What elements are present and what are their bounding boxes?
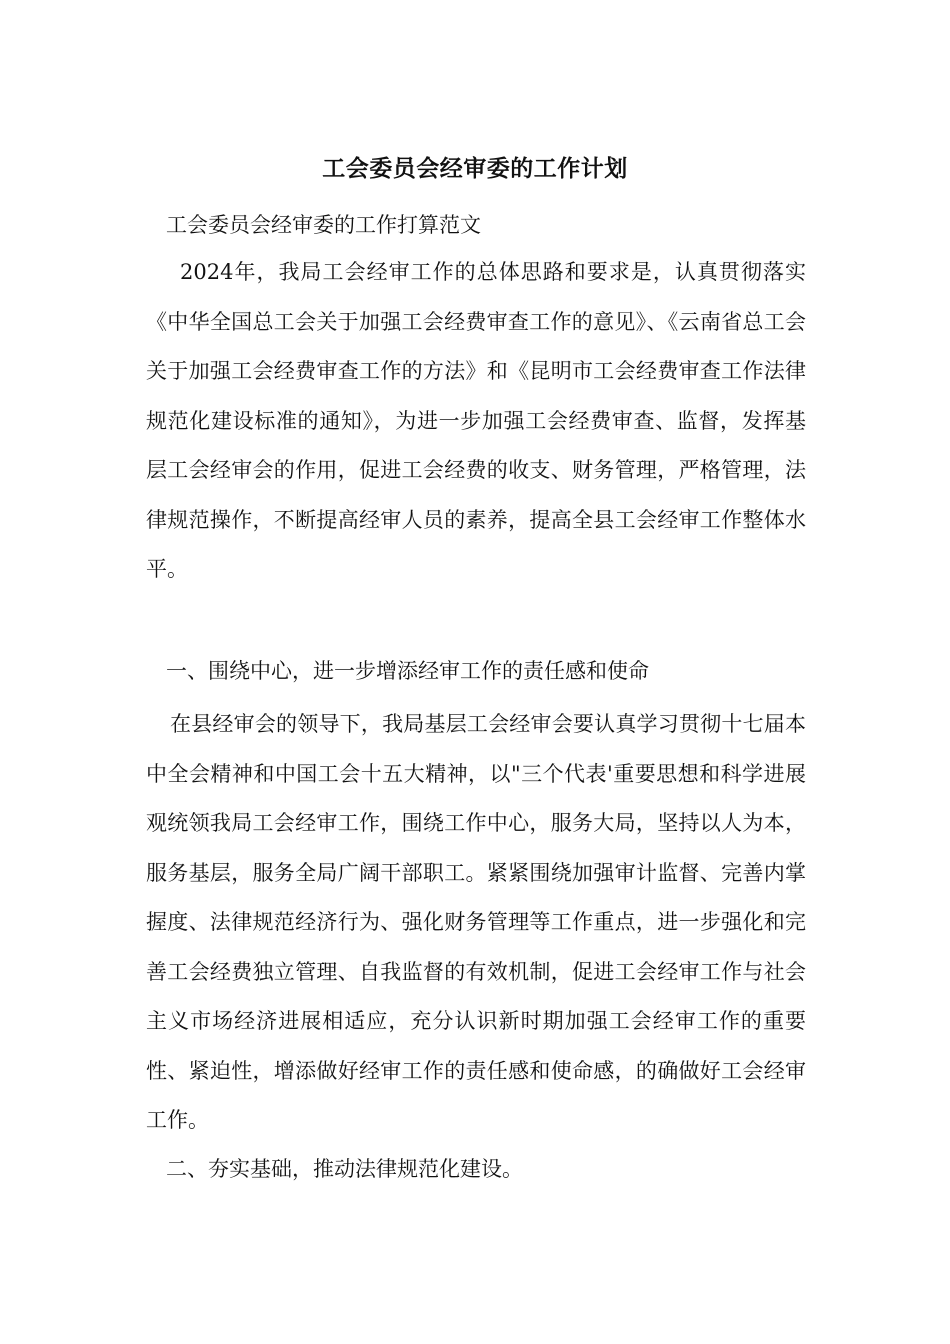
paragraph-intro: 2024年，我局工会经审工作的总体思路和要求是，认真贯彻落实《中华全国总工会关于加强工会经费审查工作的意见》、《云南省总工会关于加强工会经费审查工作的方法》和《昆明市工会经费审查工作法律规范化建设标准的通知》，为进一步加强工会经费审查、监督，发挥基层工会经审会的作用，促进工会经费的收支、财务管理，严格管理，法律规范操作，不断提高经审人员的素养，提高全县工会经审工作整体水平。 xyxy=(146,260,806,581)
document-title: 工会委员会经审委的工作计划 xyxy=(322,155,628,182)
section-heading-2: 二、夯实基础，推动法律规范化建设。 xyxy=(166,1157,523,1181)
document-subtitle: 工会委员会经审委的工作打算范文 xyxy=(166,213,481,237)
paragraph-section-1: 在县经审会的领导下，我局基层工会经审会要认真学习贯彻十七届本中全会精神和中国工会十五大精神，以"三个代表'重要思想和科学进展观统领我局工会经审工作，围绕工作中心，服务大局，坚持以人为本，服务基层，服务全局广阔干部职工。紧紧围绕加强审计监督、完善内掌握度、法律规范经济行为、强化财务管理等工作重点，进一步强化和完善工会经费独立管理、自我监督的有效机制，促进工会经审工作与社会主义市场经济进展相适应，充分认识新时期加强工会经审工作的重要性、紧迫性，增添做好经审工作的责任感和使命感，的确做好工会经审工作。 xyxy=(146,712,806,1132)
section-heading-1: 一、围绕中心，进一步增添经审工作的责任感和使命 xyxy=(166,659,649,683)
